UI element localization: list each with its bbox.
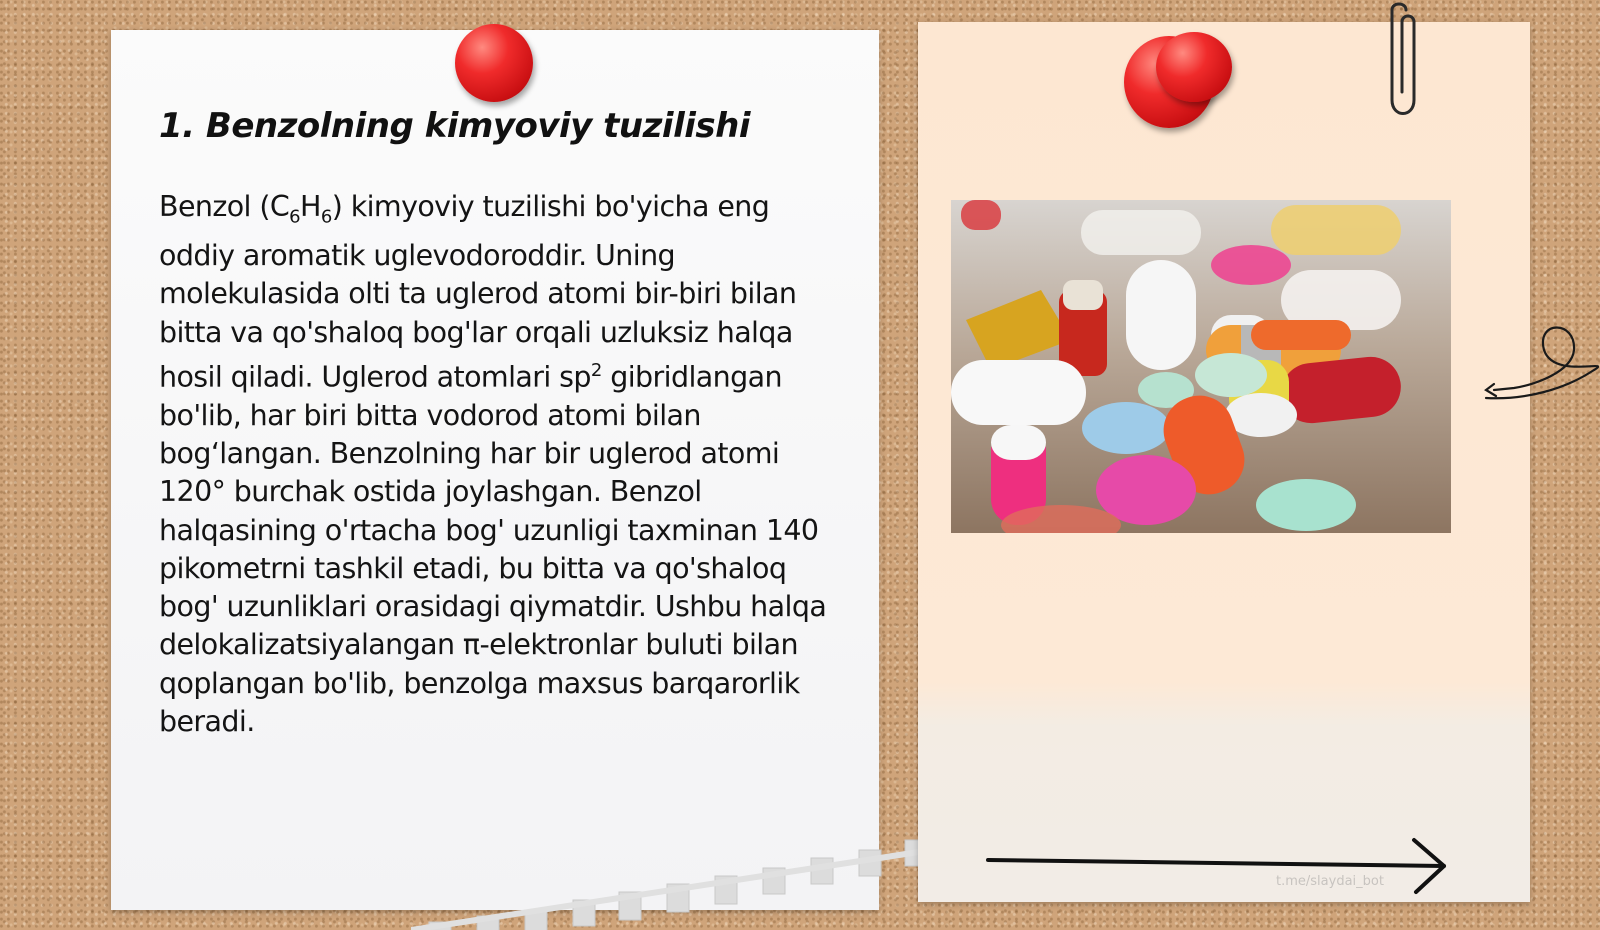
body-hydrogen: H — [300, 190, 321, 223]
slide-body-text — [159, 188, 839, 741]
slide-title: 1. Benzolning kimyoviy tuzilishi — [159, 106, 750, 146]
loop-doodle-icon — [1484, 310, 1600, 410]
pills-photo — [951, 200, 1451, 533]
body-text-part1: ) kimyoviy tuzilishi bo'yicha eng oddiy aromatik uglevodoroddir. Uning molekulasida olti ta uglerod atomi bir-biri bilan bitta va qo'shaloq bog'lar orqali uzluksiz halqa hosil qiladi. Uglerod atomlari sp — [159, 190, 797, 394]
push-pin-icon — [1156, 32, 1232, 102]
left-note-card — [111, 30, 879, 910]
subscript-carbon-count: 6 — [289, 206, 301, 228]
push-pin-icon — [455, 24, 533, 102]
watermark-text: t.me/slaydai_bot — [1276, 874, 1384, 889]
torn-paper-edge — [411, 830, 971, 930]
subscript-hydrogen-count: 6 — [320, 206, 332, 228]
body-text-part2: gibridlangan bo'lib, har biri bitta vodorod atomi bilan bog‘langan. Benzolning har bir uglerod atomi 120° burchak ostida joylashgan. Benzol halqasining o'rtacha bog' uzunligi taxminan 140 pikometrni tashkil etadi, bu bitta va qo'shaloq bog' uzunliklari orasidagi qiymatdir. Ushbu halqa delokalizatsiyalangan π-elektronlar buluti bilan qoplangan bo'lib, benzolga maxsus barqarorlik beradi. — [159, 360, 827, 739]
superscript-hybridization: 2 — [590, 359, 602, 381]
body-intro: Benzol (C — [159, 190, 290, 223]
paperclip-icon — [1376, 0, 1422, 126]
